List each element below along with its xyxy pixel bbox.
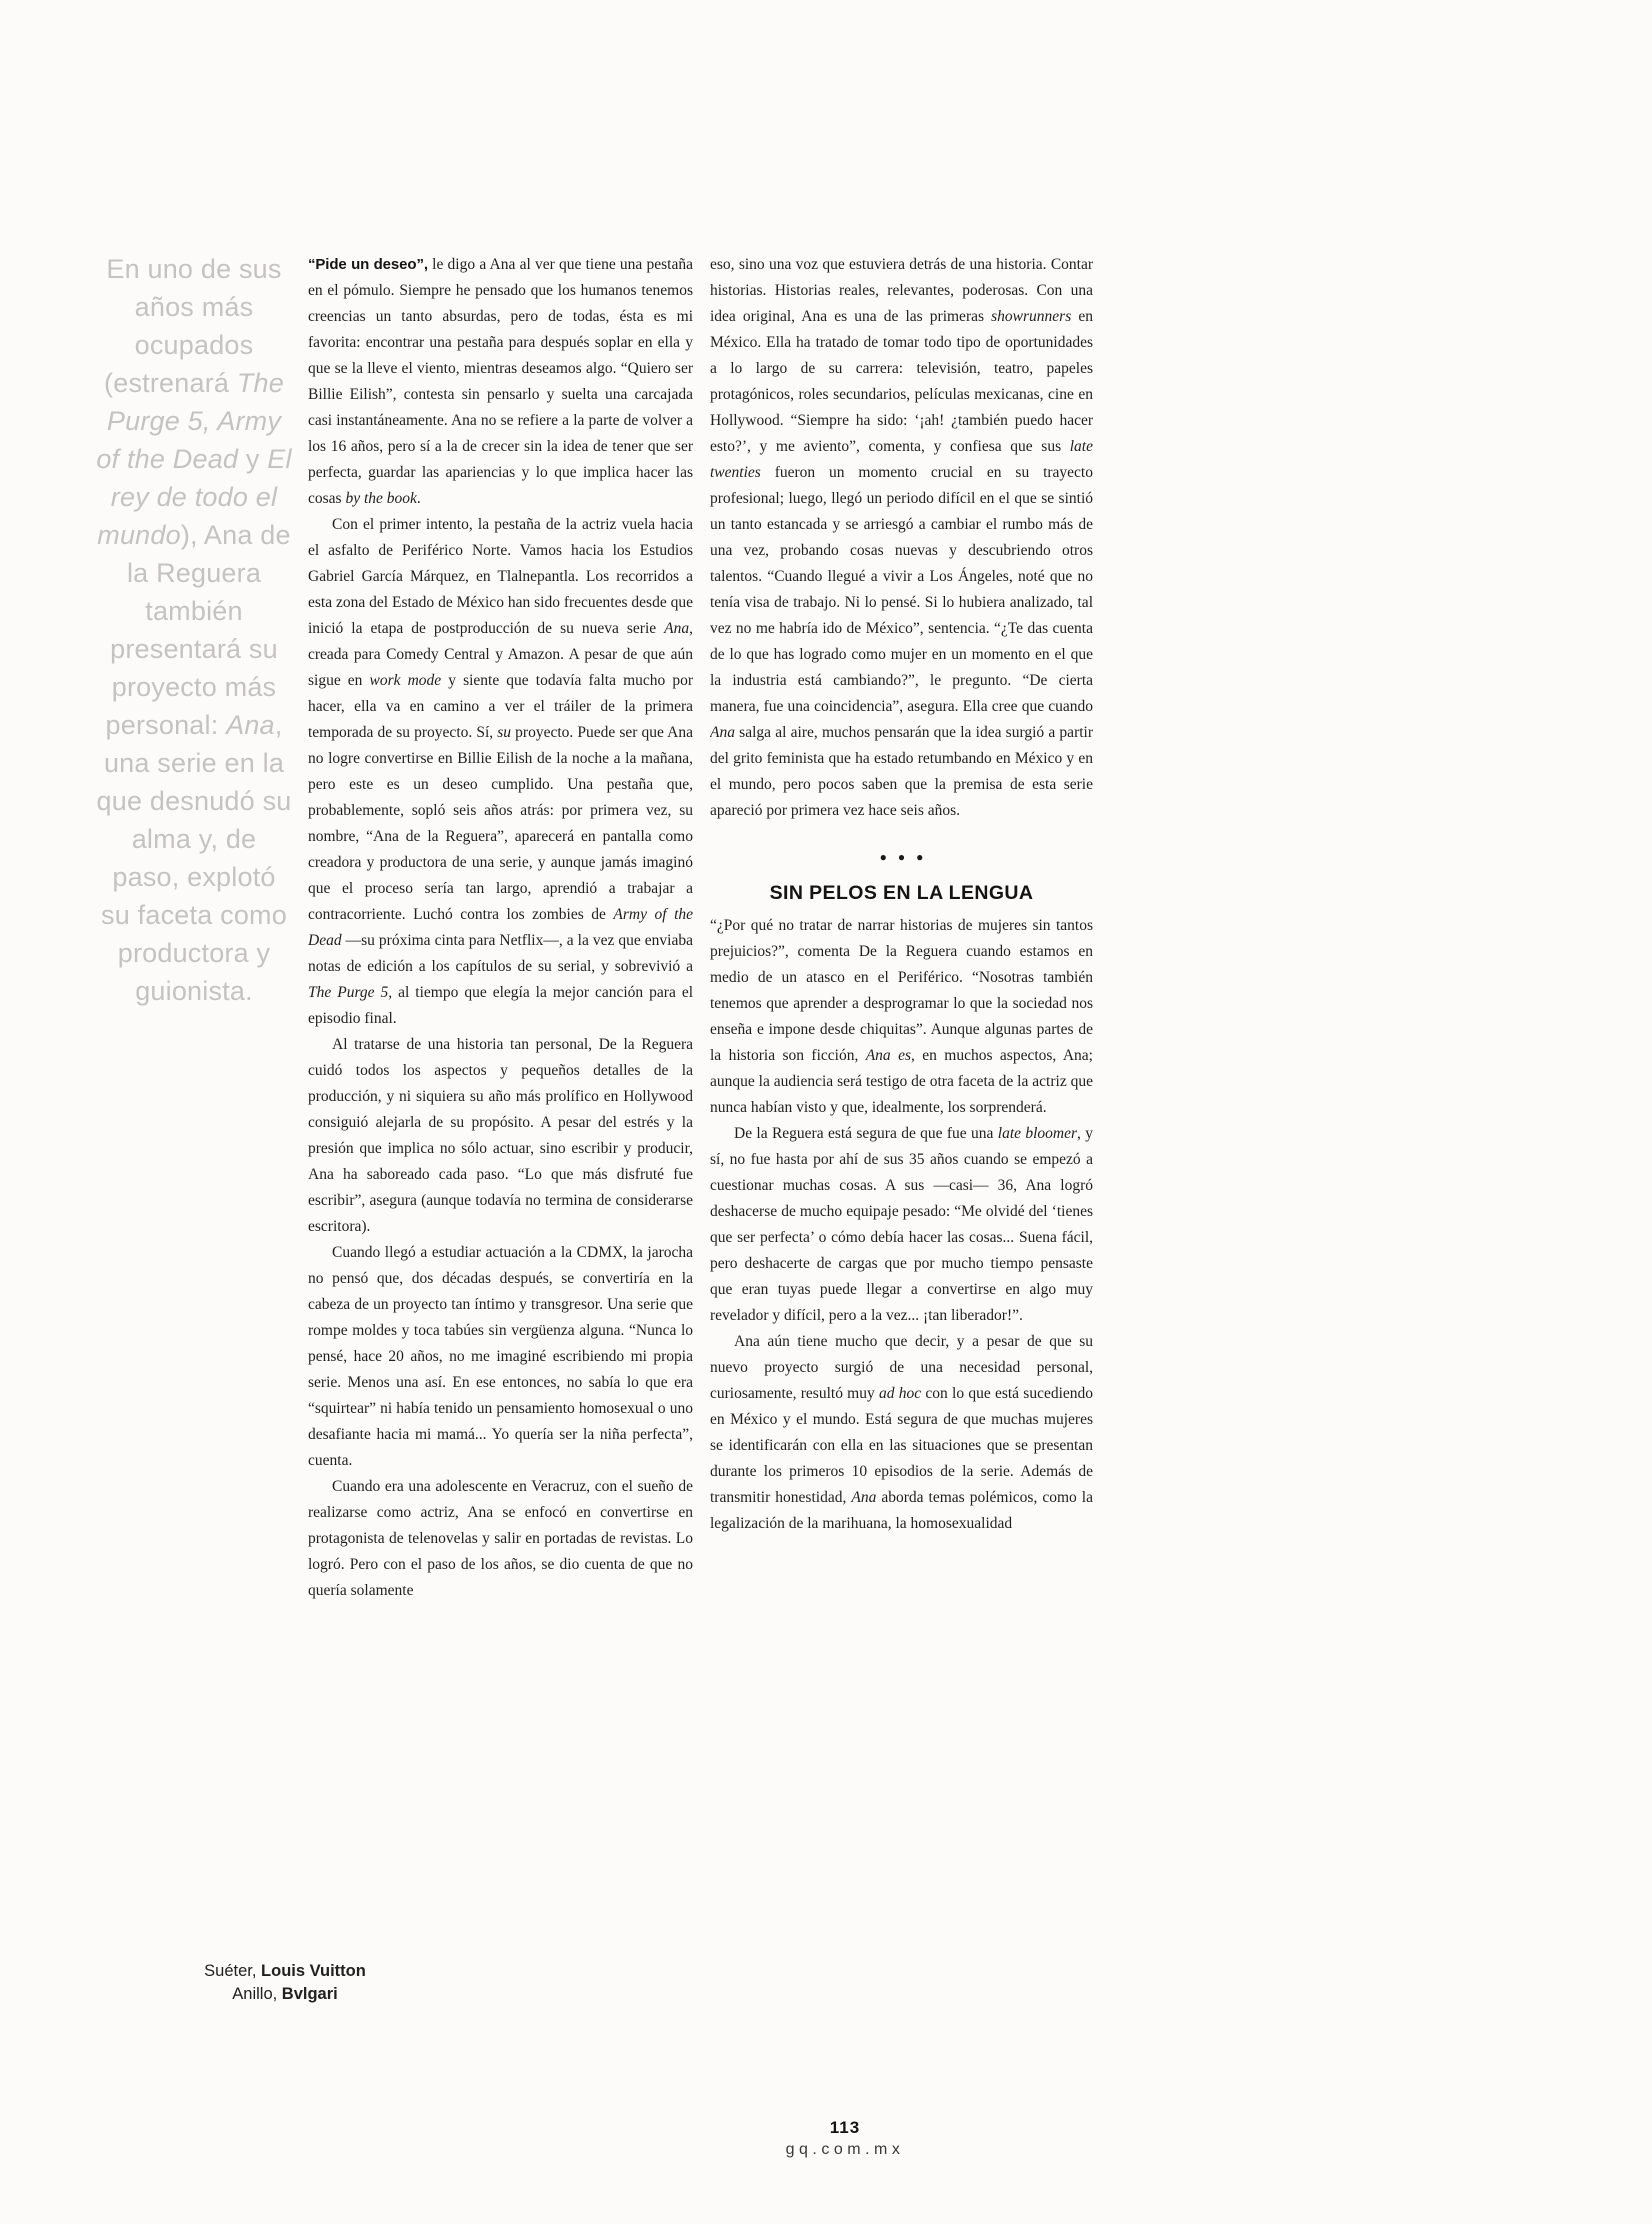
text-run: Cuando llegó a estudiar actuación a la CDMX, la jarocha no pensó que, dos décadas después, se convertiría en la cabeza de un proyecto tan íntimo y transgresor. Una serie que rompe moldes y toca tabúes sin vergüenza alguna. “Nunca lo pensé, hace 20 años, no me imaginé escribiendo mi propia serie. Menos una así. En ese entonces, no sabía lo que era “squirtear” ni había tenido un pensamiento homosexual o uno desafiante hacia mi mamá... Yo quería ser la niña perfecta”, cuenta.: [308, 1244, 693, 1469]
text-run: y siente que todavía falta mucho por hacer, ella va en camino a ver el tráiler de la primera temporada de su proyecto. Sí,: [308, 672, 693, 741]
paragraph: [308, 1240, 693, 1474]
text-run: , una serie en la que desnudó su alma y, de paso, explotó su faceta como productora y guionista.: [96, 710, 292, 1006]
text-run: con lo que está sucediendo en México y el mundo. Está segura de que muchas mujeres se identificarán con ella en las situaciones que se presentan durante los primeros 10 episodios de la serie. Además de transmitir honestidad,: [710, 1385, 1093, 1506]
text-run: aborda temas polémicos, como la legalización de la marihuana, la homosexualidad: [710, 1489, 1093, 1532]
text-run: , creada para Comedy Central y Amazon. A pesar de que aún sigue en: [308, 620, 693, 689]
text-run: Con el primer intento, la pestaña de la actriz vuela hacia el asfalto de Periférico Norte. Vamos hacia los Estudios Gabriel García Márquez, en Tlalnepantla. Los recorridos a esta zona del Estado de México han sido frecuentes desde que inició la etapa de postproducción de su nueva serie: [308, 516, 693, 637]
text-run: eso, sino una voz que estuviera detrás de una historia. Contar historias. Historias reales, relevantes, poderosas. Con una idea original, Ana es una de las primeras: [710, 256, 1093, 325]
text-run: —su próxima cinta para Netflix—, a la vez que enviaba notas de edición a los capítulos de su serial, y sobrevivió a: [308, 932, 693, 975]
text-run: En uno de sus años más ocupados (estrenará: [104, 254, 282, 398]
italic-text: ad hoc: [879, 1385, 922, 1402]
paragraph: [710, 252, 1093, 824]
article-column-1: [308, 252, 693, 1604]
paragraph: [308, 512, 693, 1032]
article-column-2: [710, 252, 1093, 1537]
text-run: proyecto. Puede ser que Ana no logre convertirse en Billie Eilish de la noche a la mañana, pero este es un deseo cumplido. Una pestaña que, probablemente, sopló seis años atrás: por primera vez, su nombre, “Ana de la Reguera”, aparecerá en pantalla como creadora y productora de una serie, y aunque jamás imaginó que el proceso sería tan largo, aprendió a trabajar a contracorriente. Luchó contra los zombies de: [308, 724, 693, 923]
bold-text: Louis Vuitton: [261, 1962, 366, 1980]
italic-text: Ana: [664, 620, 690, 637]
text-run: y: [238, 444, 268, 474]
paragraph: [308, 1032, 693, 1240]
fashion-credits: [160, 1960, 410, 2006]
page-footer: [19, 2118, 1652, 2159]
italic-text: late twenties: [710, 438, 1093, 481]
credit-line-ring: [160, 1983, 410, 2006]
lead-in-text: “Pide un deseo”,: [308, 256, 428, 273]
pull-quote: [96, 250, 292, 1010]
italic-text: showrunners: [991, 308, 1072, 325]
bold-text: Bvlgari: [281, 1985, 338, 2003]
text-run: salga al aire, muchos pensarán que la idea surgió a partir del grito feminista que ha estado retumbando en México y en el mundo, pero pocos saben que la premisa de esta serie apareció por primera vez hace seis años.: [710, 724, 1093, 819]
section-heading: SIN PELOS EN LA LENGUA: [769, 882, 1034, 904]
italic-text: El rey de todo el mundo: [97, 444, 292, 550]
page-number: 113: [829, 2118, 861, 2137]
paragraph: [710, 913, 1093, 1121]
text-run: fueron un momento crucial en su trayecto profesional; luego, llegó un periodo difícil en el que se sintió un tanto estancada y se arriesgó a cambiar el rumbo más de una vez, probando cosas nuevas y descubriendo otros talentos. “Cuando llegué a vivir a Los Ángeles, noté que no tenía visa de trabajo. Ni lo pensé. Si lo hubiera analizado, tal vez no me habría ido de México”, sentencia. “¿Te das cuenta de lo que has logrado como mujer en un momento en el que la industria está cambiando?”, le pregunto. “De cierta manera, fue una coincidencia”, asegura. Ella cree que cuando: [710, 464, 1093, 715]
text-run: Ana aún tiene mucho que decir, y a pesar de que su nuevo proyecto surgió de una necesidad personal, curiosamente, resultó muy: [710, 1333, 1093, 1402]
italic-text: late bloomer: [997, 1125, 1078, 1142]
credit-line-sweater: [160, 1960, 410, 1983]
paragraph: [710, 1121, 1093, 1329]
text-run: Anillo,: [232, 1985, 282, 2003]
text-run: ), Ana de la Reguera también presentará su proyecto más personal:: [105, 520, 291, 740]
text-run: Suéter,: [204, 1962, 262, 1980]
paragraph: [710, 1329, 1093, 1537]
italic-text: su: [497, 724, 512, 741]
italic-text: The Purge 5: [308, 984, 389, 1001]
text-run: en México. Ella ha tratado de tomar todo tipo de oportunidades a lo largo de su carrera: televisión, teatro, papeles protagónicos, roles secundarios, películas mexicanas, cine en Hollywood. “Siempre ha sido: ‘¡ah! ¿también puedo hacer esto?’, y me aviento”, comenta, y confiesa que sus: [710, 308, 1093, 455]
text-run: Al tratarse de una historia tan personal, De la Reguera cuidó todos los aspectos y pequeños detalles de la producción, y ni siquiera su año más prolífico en Hollywood consiguió alejarla de su propósito. A pesar del estrés y la presión que implica no sólo actuar, sino escribir y producir, Ana ha saboreado cada paso. “Lo que más disfruté fue escribir”, asegura (aunque todavía no termina de considerarse escritora).: [308, 1036, 693, 1235]
text-run: , al tiempo que elegía la mejor canción para el episodio final.: [308, 984, 693, 1027]
text-run: , y sí, no fue hasta por ahí de sus 35 años cuando se empezó a cuestionar muchas cosas. A sus —casi— 36, Ana logró deshacerse de mucho equipaje pesado: “Me olvidé del ‘tienes que ser perfecta’ o cómo debía hacer las cosas... Suena fácil, pero deshacerte de cargas que por mucho tiempo pensaste que eran tuyas puede llegar a convertirse en algo muy revelador y difícil, pero a la vez... ¡tan liberador!”.: [710, 1125, 1093, 1324]
italic-text: Ana: [226, 710, 275, 740]
text-run: .: [416, 490, 421, 507]
italic-text: by the book: [345, 490, 417, 507]
paragraph: [308, 252, 693, 512]
site-url: gq.com.mx: [785, 2141, 905, 2158]
text-run: “¿Por qué no tratar de narrar historias de mujeres sin tantos prejuicios?”, comenta De la Reguera cuando estamos en medio de un atasco en el Periférico. “Nosotras también tenemos que aprender a desprogramar lo que la sociedad nos enseña e impone desde chiquitas”. Aunque algunas partes de la historia son ficción,: [710, 917, 1093, 1064]
italic-text: The Purge 5, Army of the Dead: [96, 368, 284, 474]
section-divider-dots: ●●●: [879, 850, 935, 864]
text-run: le digo a Ana al ver que tiene una pestaña en el pómulo. Siempre he pensado que los humanos tenemos creencias un tanto absurdas, pero de todas, ésta es mi favorita: encontrar una pestaña para después soplar en ella y que se la lleve el viento, mientras deseamos algo. “Quiero ser Billie Eilish”, contesta sin pensarlo y suelta una carcajada casi instantáneamente. Ana no se refiere a la parte de volver a los 16 años, pero sí a la de crecer sin la idea de tener que ser perfecta, guardar las apariencias y lo que implica hacer las cosas: [308, 256, 693, 507]
italic-text: Ana es: [865, 1047, 911, 1064]
paragraph: [308, 1474, 693, 1604]
italic-text: work mode: [369, 672, 442, 689]
text-run: , en muchos aspectos, Ana; aunque la audiencia será testigo de otra faceta de la actriz que nunca habían visto y que, idealmente, los sorprenderá.: [710, 1047, 1093, 1116]
italic-text: Ana: [851, 1489, 877, 1506]
text-run: De la Reguera está segura de que fue una: [734, 1125, 998, 1142]
text-run: Cuando era una adolescente en Veracruz, con el sueño de realizarse como actriz, Ana se enfocó en convertirse en protagonista de telenovelas y salir en portadas de revistas. Lo logró. Pero con el paso de los años, se dio cuenta de que no quería solamente: [308, 1478, 693, 1599]
italic-text: Army of the Dead: [308, 906, 693, 949]
italic-text: Ana: [710, 724, 735, 741]
